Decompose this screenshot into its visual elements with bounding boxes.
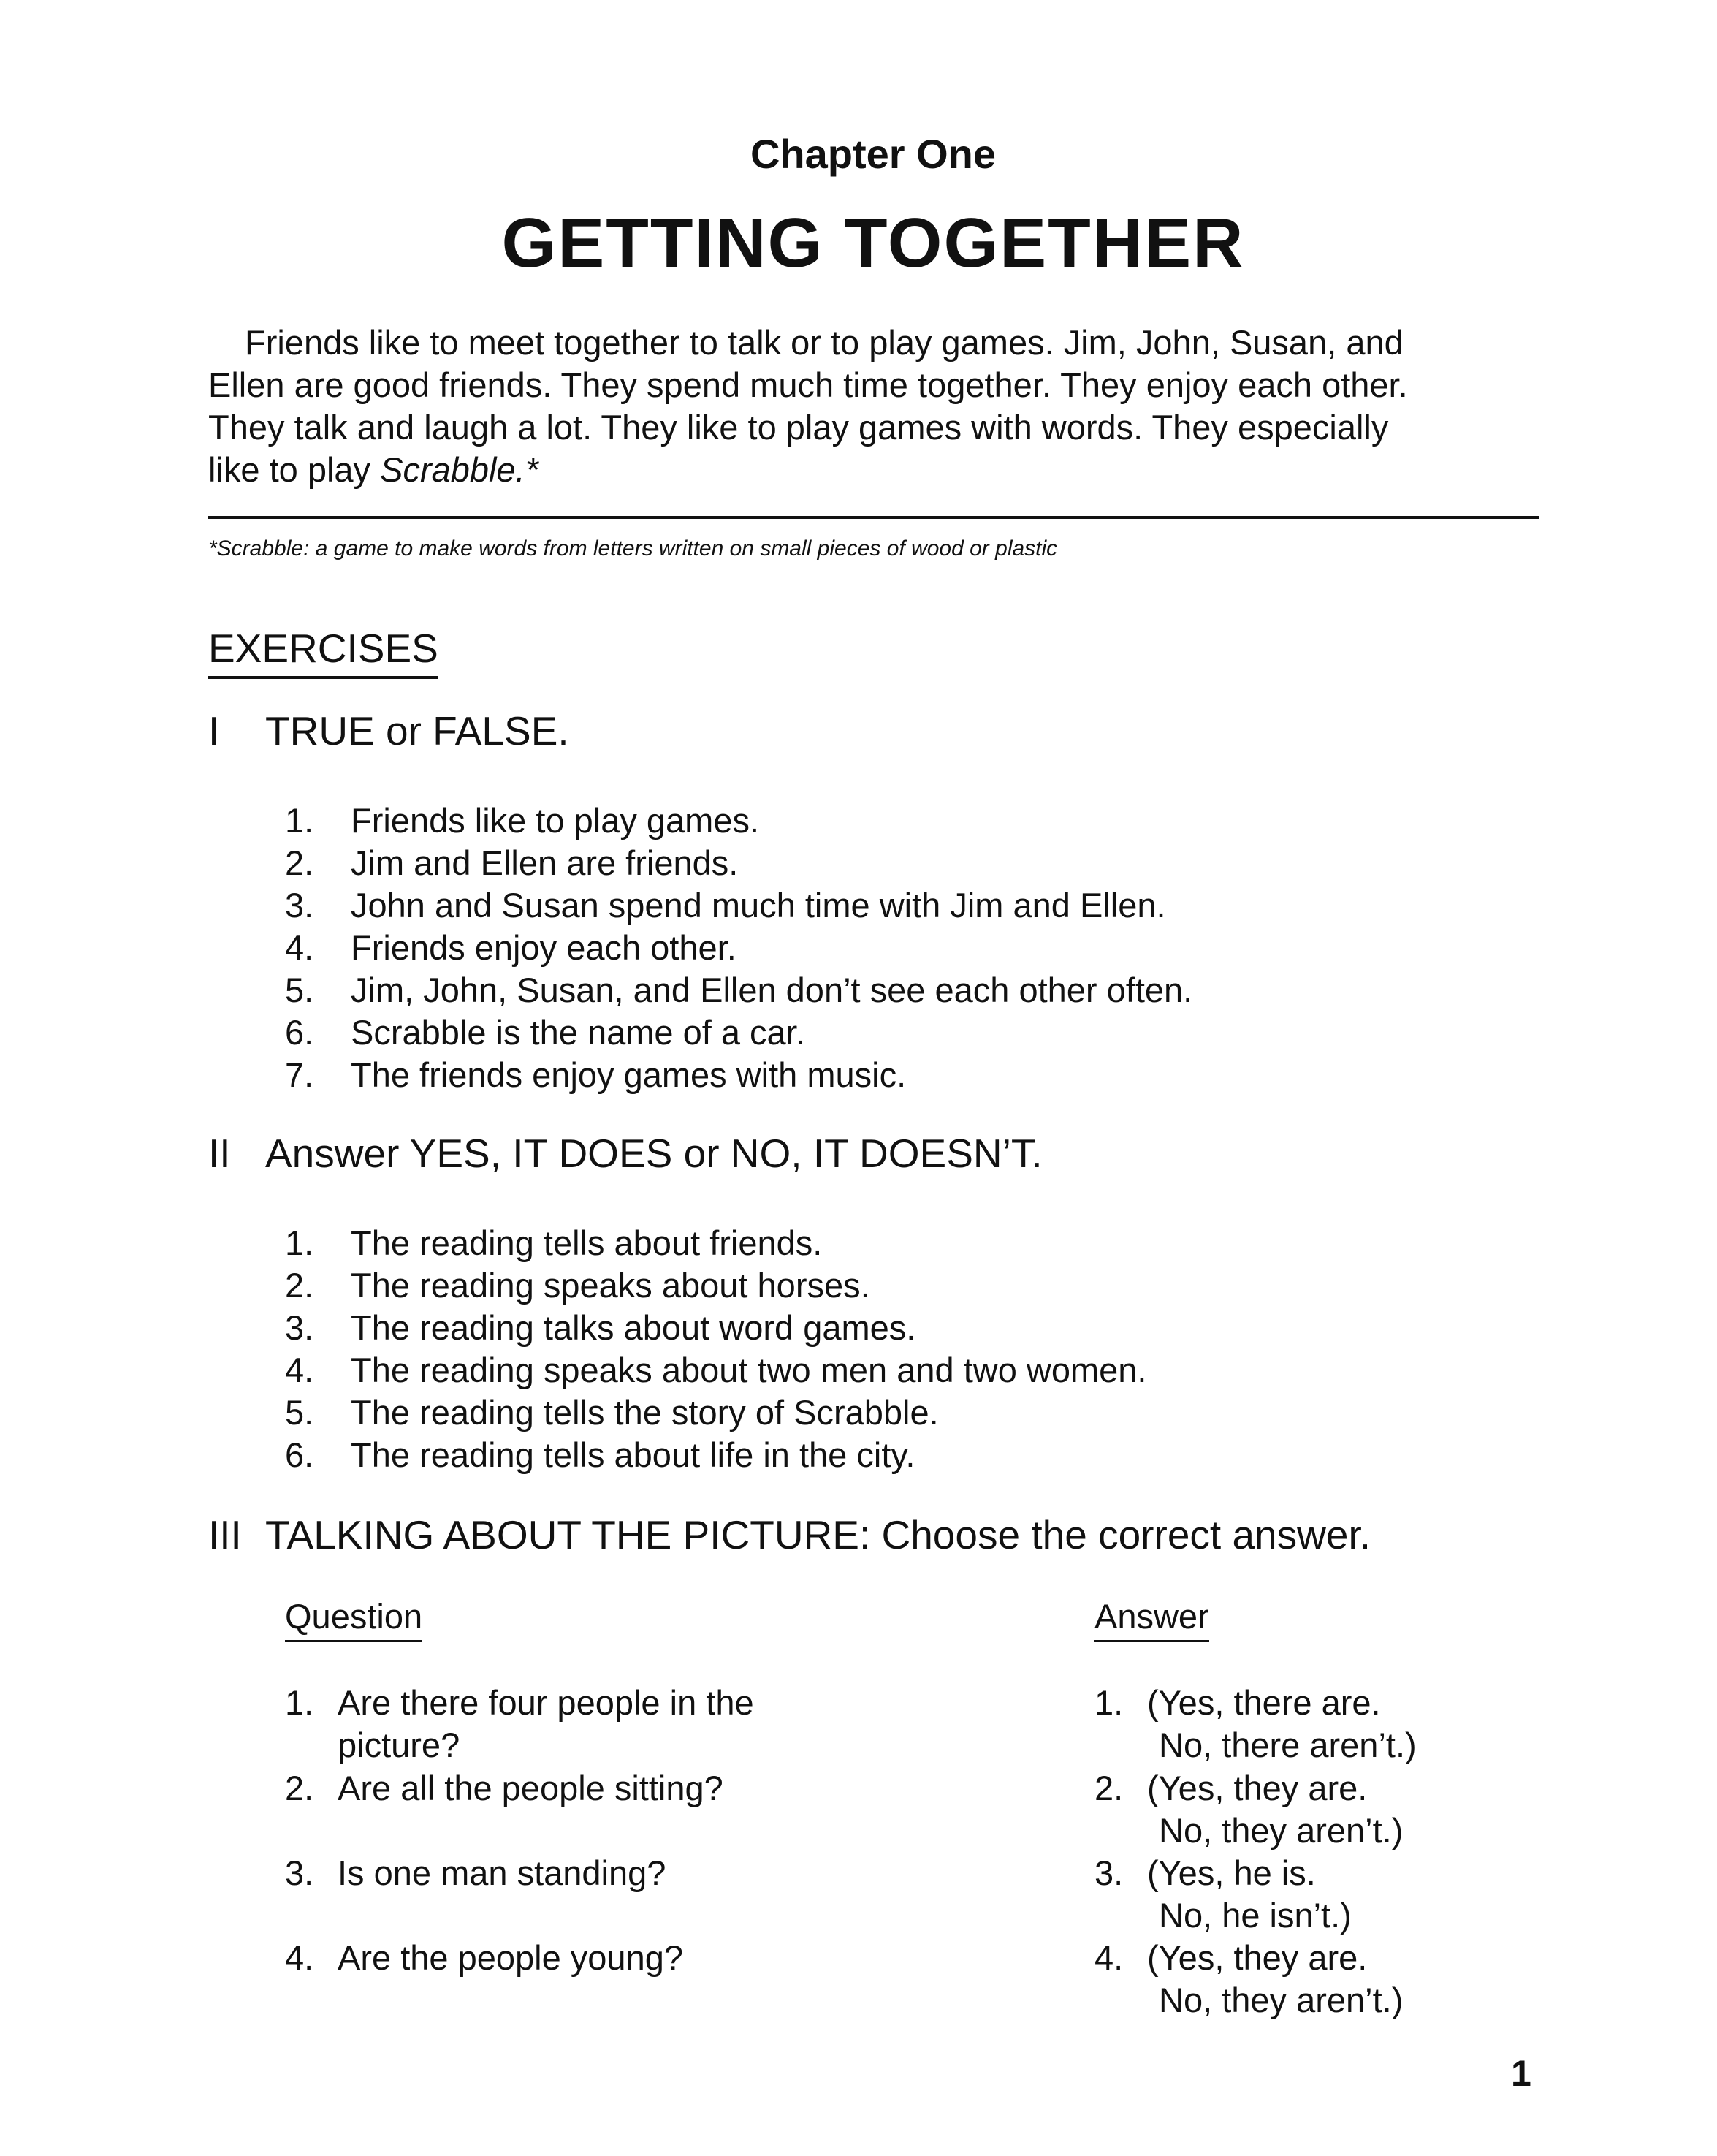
list-item (285, 800, 1192, 842)
chapter-label: Chapter One (750, 131, 997, 177)
question-column-heading: Question (285, 1596, 422, 1642)
list-item (285, 1011, 1192, 1054)
section-3-title (208, 1511, 1371, 1558)
section-3-heading: TALKING ABOUT THE PICTURE: Choose the correct answer. (265, 1512, 1371, 1557)
yes-no-list (285, 1222, 1146, 1476)
item-text: The reading speaks about two men and two women. (351, 1351, 1147, 1389)
list-item (285, 1222, 1146, 1264)
item-number: 5. (285, 971, 314, 1009)
section-2-heading: Answer YES, IT DOES or NO, IT DOESN’T. (265, 1131, 1043, 1176)
question-item (285, 1937, 683, 1979)
intro-line-last (208, 449, 1538, 491)
intro-line: Friends like to meet together to talk or to play games. Jim, John, Susan, and (245, 323, 1404, 362)
item-number: 4. (285, 1351, 314, 1389)
answer-text-cont: No, there aren’t.) (1159, 1726, 1417, 1764)
answer-text-cont: No, they aren’t.) (1159, 1811, 1404, 1850)
question-number: 3. (285, 1853, 314, 1892)
scrabble-term: Scrabble.* (380, 450, 538, 489)
answer-item (1094, 1937, 1403, 2022)
intro-paragraph (208, 322, 1538, 491)
answer-text: (Yes, there are. (1147, 1683, 1381, 1722)
question-number: 2. (285, 1769, 314, 1807)
item-text: Jim, John, Susan, and Ellen don’t see each other often. (351, 971, 1193, 1009)
item-number: 3. (285, 1308, 314, 1347)
item-text: Friends enjoy each other. (351, 928, 736, 967)
item-number: 1. (285, 801, 314, 840)
answer-text: (Yes, he is. (1147, 1853, 1316, 1892)
question-text: Are all the people sitting? (338, 1769, 723, 1807)
list-item (285, 1349, 1146, 1392)
answer-item (1094, 1852, 1352, 1937)
page-number: 1 (1511, 2053, 1531, 2094)
section-2-numeral: II (208, 1131, 231, 1176)
true-false-list (285, 800, 1192, 1096)
item-number: 7. (285, 1055, 314, 1094)
chapter-title: GETTING TOGETHER (501, 204, 1245, 282)
question-item (285, 1682, 754, 1766)
intro-line-prefix: like to play (208, 450, 381, 489)
answer-text: (Yes, they are. (1147, 1769, 1368, 1807)
section-1-heading: TRUE or FALSE. (265, 708, 569, 754)
footnote-divider (208, 516, 1539, 519)
section-3-numeral: III (208, 1512, 242, 1557)
item-number: 5. (285, 1393, 314, 1432)
question-number: 4. (285, 1938, 314, 1977)
answer-number: 4. (1094, 1938, 1124, 1977)
item-number: 2. (285, 843, 314, 882)
answer-number: 3. (1094, 1853, 1124, 1892)
list-item (285, 1054, 1192, 1096)
answer-number: 1. (1094, 1683, 1124, 1722)
question-item (285, 1852, 666, 1894)
question-text: Are the people young? (338, 1938, 683, 1977)
list-item (285, 884, 1192, 927)
item-text: Friends like to play games. (351, 801, 760, 840)
list-item (285, 927, 1192, 969)
item-text: The reading tells about friends. (351, 1223, 823, 1262)
question-text-cont: picture? (338, 1726, 460, 1764)
section-1-title (208, 707, 569, 754)
question-text: Is one man standing? (338, 1853, 666, 1892)
question-text: Are there four people in the (338, 1683, 754, 1722)
intro-line: Ellen are good friends. They spend much time together. They enjoy each other. (208, 365, 1408, 404)
answer-column-heading: Answer (1094, 1596, 1209, 1642)
answer-item (1094, 1682, 1417, 1766)
item-text: The reading tells about life in the city. (351, 1435, 915, 1474)
item-text: Jim and Ellen are friends. (351, 843, 739, 882)
question-item (285, 1767, 723, 1810)
item-text: The reading speaks about horses. (351, 1266, 870, 1305)
exercises-heading: EXERCISES (208, 625, 438, 679)
item-text: John and Susan spend much time with Jim and Ellen. (351, 886, 1166, 925)
list-item (285, 969, 1192, 1011)
item-text: The reading talks about word games. (351, 1308, 916, 1347)
answer-text: (Yes, they are. (1147, 1938, 1368, 1977)
section-2-title (208, 1130, 1043, 1177)
answer-number: 2. (1094, 1769, 1124, 1807)
section-1-numeral: I (208, 708, 220, 754)
list-item (285, 1434, 1146, 1476)
footnote: *Scrabble: a game to make words from letters written on small pieces of wood or plastic (208, 536, 1058, 561)
item-number: 2. (285, 1266, 314, 1305)
answer-text-cont: No, they aren’t.) (1159, 1981, 1404, 2019)
item-number: 3. (285, 886, 314, 925)
item-text: Scrabble is the name of a car. (351, 1013, 805, 1052)
intro-line: They talk and laugh a lot. They like to play games with words. They especially (208, 408, 1389, 447)
item-number: 1. (285, 1223, 314, 1262)
list-item (285, 842, 1192, 884)
answer-text-cont: No, he isn’t.) (1159, 1896, 1352, 1935)
item-number: 4. (285, 928, 314, 967)
item-number: 6. (285, 1013, 314, 1052)
list-item (285, 1392, 1146, 1434)
item-text: The reading tells the story of Scrabble. (351, 1393, 939, 1432)
list-item (285, 1264, 1146, 1307)
answer-item (1094, 1767, 1403, 1852)
item-number: 6. (285, 1435, 314, 1474)
list-item (285, 1307, 1146, 1349)
question-number: 1. (285, 1683, 314, 1722)
item-text: The friends enjoy games with music. (351, 1055, 907, 1094)
